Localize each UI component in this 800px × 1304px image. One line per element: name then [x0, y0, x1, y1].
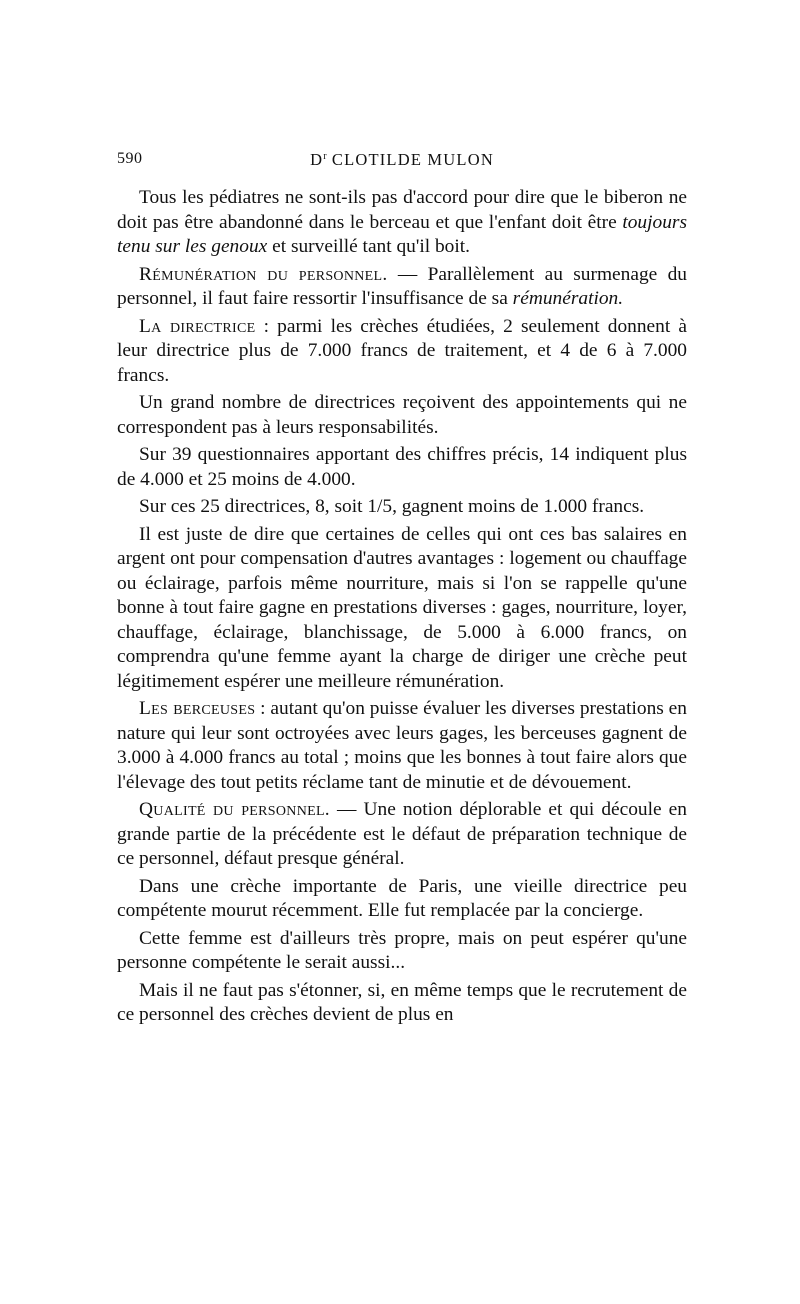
paragraph-text: et surveillé tant qu'il boit. [267, 236, 470, 257]
paragraph-text: — Une notion déplorable et qui découle en grande partie de la précédente est le défaut de préparation technique de ce personnel, défaut presque général. [117, 799, 687, 869]
paragraph: Sur 39 questionnaires apportant des chiffres précis, 14 indiquent plus de 4.000 et 25 moins de 4.000. [117, 444, 687, 490]
paragraph [117, 697, 687, 795]
paragraph [117, 798, 687, 872]
section-heading: Les berceuses [139, 698, 256, 719]
paragraph: Il est juste de dire que certaines de celles qui ont ces bas salaires en argent ont pour compensation d'autres avantages : logement ou chauffage ou éclairage, parfois même nourriture, mais si l'on se rappelle qu'une bonne à tout faire gagne en prestations diverses : gages, nourriture, loyer, chauffage, éclairage, blanchissage, de 5.000 à 6.000 francs, on comprendra qu'une femme ayant la charge de diriger une crèche peut légitimement espérer une meilleure rémunération. [117, 523, 687, 692]
section-heading: Rémunération du personnel. [139, 263, 388, 285]
author-name: CLOTILDE MULON [331, 150, 494, 169]
paragraph: Mais il ne faut pas s'étonner, si, en même temps que le recrutement de ce personnel des crèches devient de plus en [117, 979, 687, 1025]
section-heading: La directrice [139, 315, 256, 337]
page-number: 590 [117, 150, 143, 167]
section-heading: Qualité du personnel. [139, 799, 330, 820]
page-header [117, 150, 687, 174]
paragraph-text: — Parallèlement au surmenage du personnel, il faut faire ressortir l'insuffisance de sa [117, 263, 688, 309]
paragraph [117, 315, 687, 389]
paragraph: Cette femme est d'ailleurs très propre, mais on peut espérer qu'une personne compétente le serait aussi... [117, 927, 687, 973]
paragraph-text: : parmi les crèches étudiées, 2 seulement donnent à leur directrice plus de 7.000 francs de traitement, et 4 de 6 à 7.000 francs. [117, 315, 687, 386]
paragraph [117, 263, 687, 312]
paragraph: Un grand nombre de directrices reçoivent des appointements qui ne correspondent pas à leurs responsabilités. [117, 392, 687, 438]
paragraph: Dans une crèche importante de Paris, une vieille directrice peu compétente mourut récemment. Elle fut remplacée par la concierge. [117, 875, 687, 921]
author-prefix: D [310, 150, 324, 169]
emphasis-text: rémunération. [512, 288, 624, 309]
body-text [117, 186, 687, 1031]
paragraph-text: Tous les pédiatres ne sont-ils pas d'accord pour dire que le biberon ne doit pas être abandonné dans le berceau et que l'enfant doit être [117, 187, 687, 233]
running-head [117, 150, 687, 170]
paragraph: Sur ces 25 directrices, 8, soit 1/5, gagnent moins de 1.000 francs. [139, 496, 645, 517]
paragraph [117, 186, 687, 260]
paragraph-text: : autant qu'on puisse évaluer les diverses prestations en nature qui leur sont octroyées avec leurs gages, les berceuses gagnent de 3.000 à 4.000 francs au total ; moins que les bonnes à tout faire alors que l'élevage des tout petits réclame tant de minutie et de dévouement. [117, 698, 687, 793]
emphasis-text: toujours tenu sur les genoux [117, 211, 687, 257]
author-prefix-superscript: r [323, 151, 327, 162]
